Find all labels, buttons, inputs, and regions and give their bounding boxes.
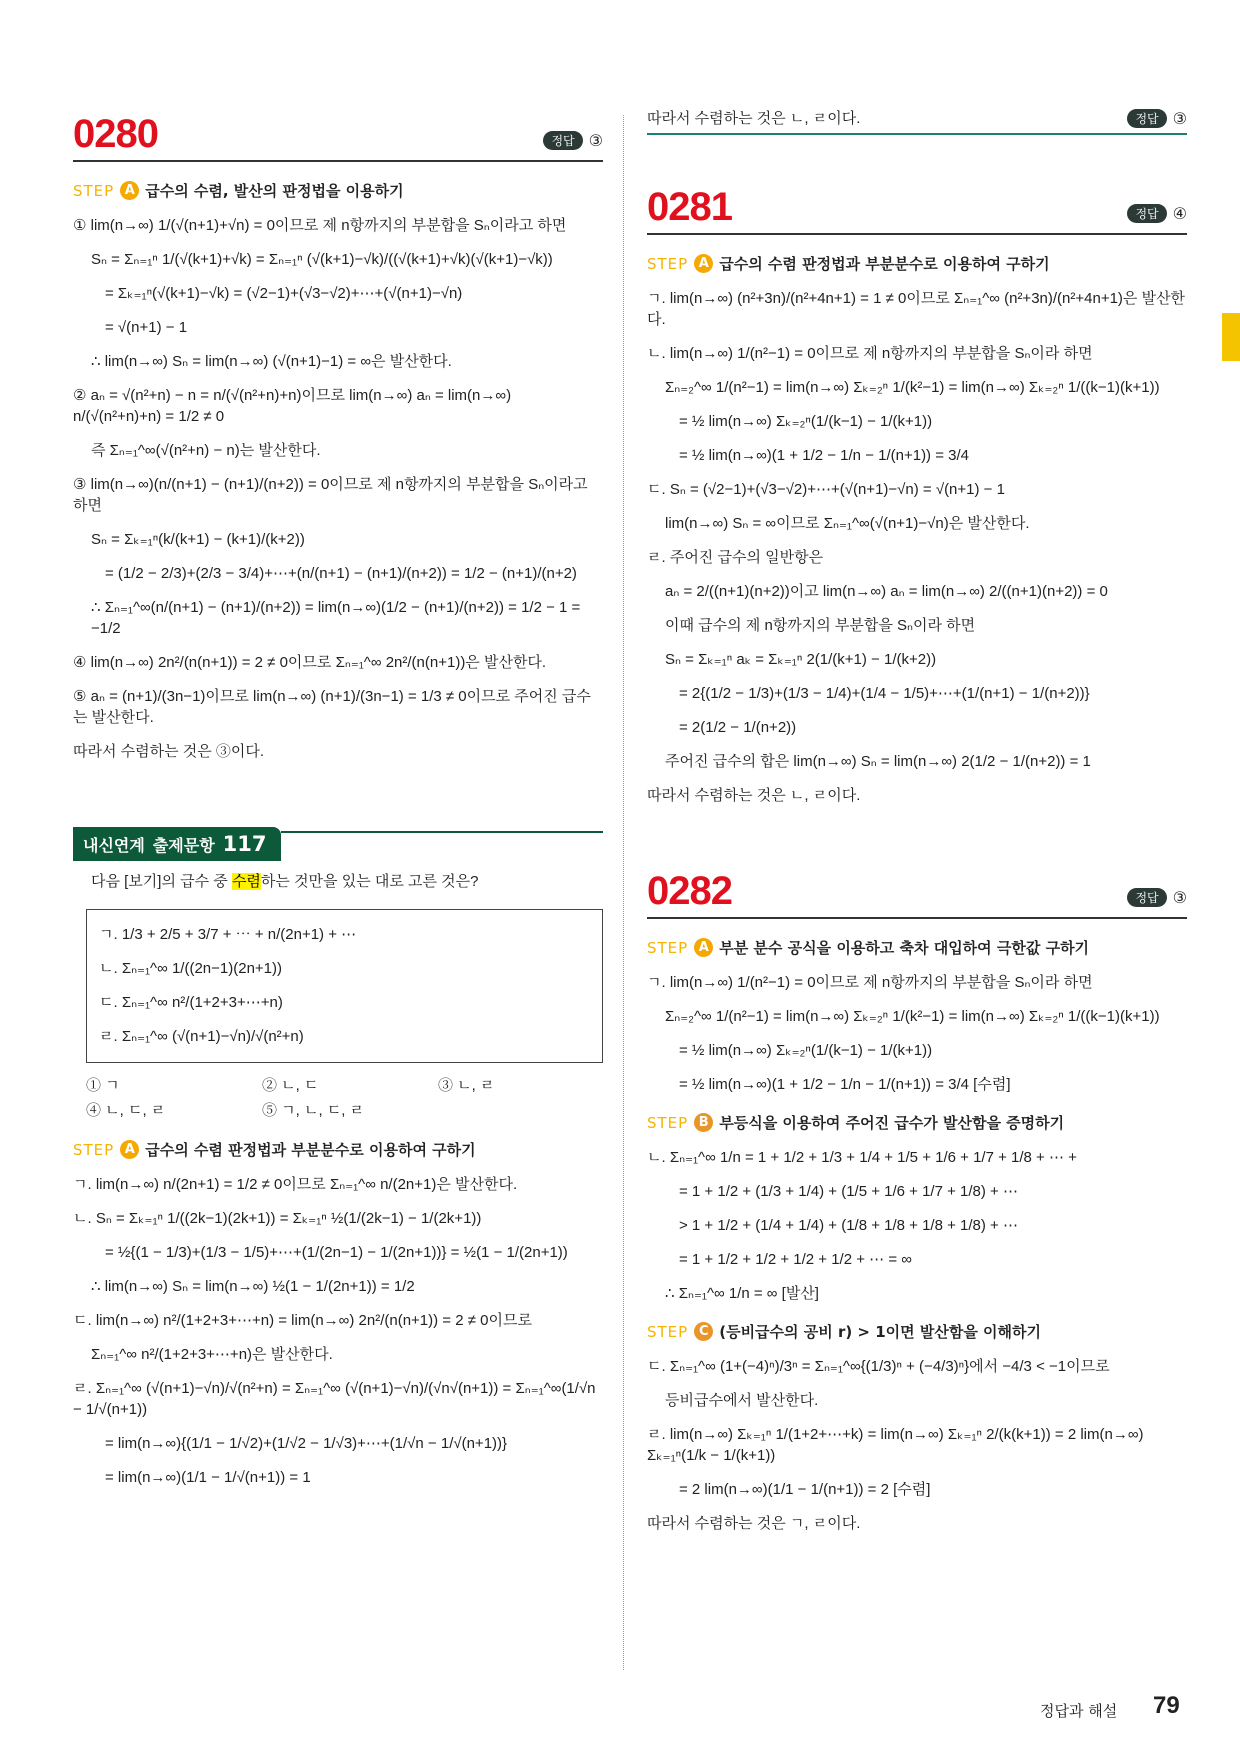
bogi-item: ㄱ. 1/3 + 2/5 + 3/7 + ⋯ + n/(2n+1) + ⋯ [99, 926, 357, 943]
solution-line: ㄹ. Σₙ₌₁^∞ (√(n+1)−√n)/√(n²+n) = Σₙ₌₁^∞ (√(n+1)−√n)/(√n√(n+1)) = Σₙ₌₁^∞(1/√n − 1/√(n+1)) [73, 1380, 596, 1418]
solution-line: ㄴ. Σₙ₌₁^∞ 1/n = 1 + 1/2 + 1/3 + 1/4 + 1/5 + 1/6 + 1/7 + 1/8 + ⋯ + [647, 1149, 1077, 1166]
step-mark-icon: A [694, 254, 713, 273]
solution-line: 따라서 수렴하는 것은 ㄴ, ㄹ이다. [647, 787, 861, 804]
solution-line: lim(n→∞) Sₙ = ∞이므로 Σₙ₌₁^∞(√(n+1)−√n)은 발산한다. [665, 515, 1030, 532]
answer-choice: ② ㄴ, ㄷ [262, 1077, 319, 1094]
naesin-label: 내신연계 [83, 835, 145, 855]
answer-value: ③ [1172, 888, 1187, 907]
solution-line: 등비급수에서 발산한다. [665, 1392, 819, 1409]
answer-0280 [543, 131, 603, 150]
solution-line: ∴ lim(n→∞) Sₙ = lim(n→∞) (√(n+1)−1) = ∞은 발산한다. [91, 353, 452, 370]
step-a-naesin [73, 1139, 603, 1160]
step-a-0280 [73, 180, 603, 201]
answer-badge: 정답 [1127, 888, 1166, 907]
answer-top [1127, 109, 1187, 128]
solution-line: ㄷ. Σₙ₌₁^∞ (1+(−4)ⁿ)/3ⁿ = Σₙ₌₁^∞{(1/3)ⁿ + (−4/3)ⁿ}에서 −4/3 < −1이므로 [647, 1358, 1110, 1375]
solution-line: = ½ lim(n→∞) Σₖ₌₂ⁿ(1/(k−1) − 1/(k+1)) [679, 413, 933, 430]
solution-line: > 1 + 1/2 + (1/4 + 1/4) + (1/8 + 1/8 + 1/8 + 1/8) + ⋯ [679, 1217, 1018, 1234]
answer-choice: ⑤ ㄱ, ㄴ, ㄷ, ㄹ [262, 1102, 365, 1119]
footer-label: 정답과 해설 [1040, 1702, 1118, 1720]
step-label: STEP [647, 1322, 689, 1341]
solution-line: = ½ lim(n→∞)(1 + 1/2 − 1/n − 1/(n+1)) = 3/4 [수렴] [679, 1076, 1011, 1093]
solution-line: = (1/2 − 2/3)+(2/3 − 3/4)+⋯+(n/(n+1) − (n+1)/(n+2)) = 1/2 − (n+1)/(n+2) [105, 565, 577, 582]
answer-badge: 정답 [1127, 204, 1166, 223]
solution-line: ① lim(n→∞) 1/(√(n+1)+√n) = 0이므로 제 n항까지의 부분합을 Sₙ이라고 하면 [73, 217, 567, 234]
solution-line: ㄱ. lim(n→∞) (n²+3n)/(n²+4n+1) = 1 ≠ 0이므로 Σₙ₌₁^∞ (n²+3n)/(n²+4n+1)은 발산한다. [647, 290, 1186, 328]
solution-line: ㄷ. Sₙ = (√2−1)+(√3−√2)+⋯+(√(n+1)−√n) = √(n+1) − 1 [647, 481, 1005, 498]
answer-badge: 정답 [1127, 109, 1166, 128]
answer-choice: ③ ㄴ, ㄹ [438, 1077, 495, 1094]
problem-header-0280 [73, 112, 603, 162]
solution-line: = 2{(1/2 − 1/3)+(1/3 − 1/4)+(1/4 − 1/5)+⋯+(1/(n+1) − 1/(n+2))} [679, 685, 1090, 702]
solution-line: ② aₙ = √(n²+n) − n = n/(√(n²+n)+n)이므로 lim(n→∞) aₙ = lim(n→∞) n/(√(n²+n)+n) = 1/2 ≠ 0 [73, 387, 512, 425]
solution-line: = 2(1/2 − 1/(n+2)) [679, 719, 797, 736]
step-mark-icon: C [694, 1322, 713, 1341]
step-label: STEP [73, 181, 115, 200]
solution-line: ∴ Σₙ₌₁^∞(n/(n+1) − (n+1)/(n+2)) = lim(n→∞)(1/2 − (n+1)/(n+2)) = 1/2 − 1 = −1/2 [91, 599, 581, 637]
solution-line: = lim(n→∞)(1/1 − 1/√(n+1)) = 1 [105, 1469, 311, 1486]
q-post: 하는 것만을 있는 대로 고른 것은? [260, 873, 479, 890]
step-title: (등비급수의 공비 r) > 1이면 발산함을 이해하기 [719, 1323, 1041, 1341]
solution-line: = ½ lim(n→∞) Σₖ₌₂ⁿ(1/(k−1) − 1/(k+1)) [679, 1042, 933, 1059]
naesin-header-row [73, 827, 603, 861]
solution-line: Sₙ = Σₖ₌₁ⁿ aₖ = Σₖ₌₁ⁿ 2(1/(k+1) − 1/(k+2)) [665, 651, 937, 668]
solution-line: 즉 Σₙ₌₁^∞(√(n²+n) − n)는 발산한다. [91, 442, 321, 459]
step-title: 급수의 수렴 판정법과 부분분수로 이용하여 구하기 [719, 255, 1050, 273]
problem-header-0282 [647, 869, 1187, 919]
solution-line: ④ lim(n→∞) 2n²/(n(n+1)) = 2 ≠ 0이므로 Σₙ₌₁^∞ 2n²/(n(n+1))은 발산한다. [73, 654, 547, 671]
solution-line: aₙ = 2/((n+1)(n+2))이고 lim(n→∞) aₙ = lim(n→∞) 2/((n+1)(n+2)) = 0 [665, 583, 1108, 600]
section-gap [647, 819, 1187, 869]
solution-line: ㄹ. 주어진 급수의 일반항은 [647, 549, 824, 566]
problem-number-0282: 0282 [647, 869, 732, 913]
solution-line: ㄱ. lim(n→∞) 1/(n²−1) = 0이므로 제 n항까지의 부분합을 Sₙ이라 하면 [647, 974, 1093, 991]
step-title: 급수의 수렴 판정법과 부분분수로 이용하여 구하기 [145, 1141, 476, 1159]
solution-line: = √(n+1) − 1 [105, 319, 188, 336]
problem-header-0281 [647, 185, 1187, 235]
answer-choices [86, 1075, 603, 1121]
answer-choice: ④ ㄴ, ㄷ, ㄹ [86, 1102, 166, 1119]
solution-line: = Σₖ₌₁ⁿ(√(k+1)−√k) = (√2−1)+(√3−√2)+⋯+(√(n+1)−√n) [105, 285, 463, 302]
answer-badge: 정답 [543, 131, 582, 150]
solution-line: = 2 lim(n→∞)(1/1 − 1/(n+1)) = 2 [수렴] [679, 1481, 931, 1498]
solution-line: = 1 + 1/2 + 1/2 + 1/2 + 1/2 + ⋯ = ∞ [679, 1251, 912, 1268]
naesin-number: 117 [222, 832, 267, 856]
solution-line: ㄹ. lim(n→∞) Σₖ₌₁ⁿ 1/(1+2+⋯+k) = lim(n→∞) Σₖ₌₁ⁿ 2/(k(k+1)) = 2 lim(n→∞) Σₖ₌₁ⁿ(1/k − 1/(k+1)) [647, 1426, 1144, 1464]
step-title: 부등식을 이용하여 주어진 급수가 발산함을 증명하기 [719, 1114, 1065, 1132]
teal-rule [647, 133, 1187, 135]
step-label: STEP [647, 1113, 689, 1132]
naesin-header [73, 827, 281, 861]
continued-row [647, 108, 1187, 129]
solution-line: 이때 급수의 제 n항까지의 부분합을 Sₙ이라 하면 [665, 617, 976, 634]
answer-value: ③ [588, 131, 603, 150]
solution-line: ③ lim(n→∞)(n/(n+1) − (n+1)/(n+2)) = 0이므로 제 n항까지의 부분합을 Sₙ이라고 하면 [73, 476, 588, 514]
step-mark-icon: A [120, 181, 139, 200]
answer-0281 [1127, 204, 1187, 223]
bogi-item: ㄷ. Σₙ₌₁^∞ n²/(1+2+3+⋯+n) [99, 994, 283, 1011]
step-c-0282 [647, 1321, 1187, 1342]
solution-line: 따라서 수렴하는 것은 ㄱ, ㄹ이다. [647, 1515, 861, 1532]
problem-number-0280: 0280 [73, 112, 158, 156]
answer-choice: ① ㄱ [86, 1077, 120, 1094]
right-column [647, 108, 1187, 1547]
solution-line: = ½{(1 − 1/3)+(1/3 − 1/5)+⋯+(1/(2n−1) − 1/(2n+1))} = ½(1 − 1/(2n+1)) [105, 1244, 568, 1261]
step-label: STEP [647, 254, 689, 273]
naesin-sub: 출제문항 [152, 835, 215, 855]
solution-line: Sₙ = Σₙ₌₁ⁿ 1/(√(k+1)+√k) = Σₙ₌₁ⁿ (√(k+1)−√k)/((√(k+1)+√k)(√(k+1)−√k)) [91, 251, 553, 268]
answer-value: ④ [1172, 204, 1187, 223]
solution-line: ⑤ aₙ = (n+1)/(3n−1)이므로 lim(n→∞) (n+1)/(3n−1) = 1/3 ≠ 0이므로 주어진 급수는 발산한다. [73, 688, 591, 726]
solution-line: ㄴ. Sₙ = Σₖ₌₁ⁿ 1/((2k−1)(2k+1)) = Σₖ₌₁ⁿ ½(1/(2k−1) − 1/(2k+1)) [73, 1210, 482, 1227]
solution-line: 주어진 급수의 합은 lim(n→∞) Sₙ = lim(n→∞) 2(1/2 − 1/(n+2)) = 1 [665, 753, 1091, 770]
solution-0280 [73, 215, 603, 775]
bogi-box [86, 909, 603, 1063]
solution-line: ㄴ. lim(n→∞) 1/(n²−1) = 0이므로 제 n항까지의 부분합을 Sₙ이라 하면 [647, 345, 1093, 362]
naesin-question [73, 871, 603, 892]
q-highlight: 수렴 [231, 873, 261, 890]
solution-line: Sₙ = Σₖ₌₁ⁿ(k/(k+1) − (k+1)/(k+2)) [91, 531, 305, 548]
q-pre: 다음 [보기]의 급수 중 [91, 873, 232, 890]
continued-conclusion: 따라서 수렴하는 것은 ㄴ, ㄹ이다. [647, 110, 861, 127]
solution-0282-b [647, 1147, 1187, 1317]
solution-line: Σₙ₌₂^∞ 1/(n²−1) = lim(n→∞) Σₖ₌₂ⁿ 1/(k²−1) = lim(n→∞) Σₖ₌₂ⁿ 1/((k−1)(k+1)) [665, 1008, 1160, 1025]
step-label: STEP [647, 938, 689, 957]
solution-line: Σₙ₌₂^∞ 1/(n²−1) = lim(n→∞) Σₖ₌₂ⁿ 1/(k²−1) = lim(n→∞) Σₖ₌₂ⁿ 1/((k−1)(k+1)) [665, 379, 1160, 396]
page-number: 79 [1153, 1692, 1180, 1719]
solution-line: Σₙ₌₁^∞ n²/(1+2+3+⋯+n)은 발산한다. [91, 1346, 333, 1363]
step-title: 급수의 수렴, 발산의 판정법을 이용하기 [145, 182, 404, 200]
step-mark-icon: A [120, 1140, 139, 1159]
bogi-item: ㄴ. Σₙ₌₁^∞ 1/((2n−1)(2n+1)) [99, 960, 283, 977]
solution-naesin [73, 1174, 603, 1501]
solution-line: 따라서 수렴하는 것은 ③이다. [73, 743, 265, 760]
column-divider [623, 115, 624, 1670]
solution-0282-a [647, 972, 1187, 1108]
solution-line: = lim(n→∞){(1/1 − 1/√2)+(1/√2 − 1/√3)+⋯+(1/√n − 1/√(n+1))} [105, 1435, 508, 1452]
left-column [73, 112, 603, 1501]
solution-line: = 1 + 1/2 + (1/3 + 1/4) + (1/5 + 1/6 + 1/7 + 1/8) + ⋯ [679, 1183, 1018, 1200]
bogi-item: ㄹ. Σₙ₌₁^∞ (√(n+1)−√n)/√(n²+n) [99, 1028, 304, 1045]
naesin-rule [281, 831, 604, 833]
solution-0281 [647, 288, 1187, 819]
step-label: STEP [73, 1140, 115, 1159]
answer-value: ③ [1172, 109, 1187, 128]
step-b-0282 [647, 1112, 1187, 1133]
problem-number-0281: 0281 [647, 185, 732, 229]
solution-line: ㄱ. lim(n→∞) n/(2n+1) = 1/2 ≠ 0이므로 Σₙ₌₁^∞ n/(2n+1)은 발산한다. [73, 1176, 518, 1193]
solution-line: = ½ lim(n→∞)(1 + 1/2 − 1/n − 1/(n+1)) = 3/4 [679, 447, 970, 464]
solution-0282-c [647, 1356, 1187, 1547]
answer-0282 [1127, 888, 1187, 907]
chapter-tab-marker [1222, 313, 1240, 361]
solution-line: ㄷ. lim(n→∞) n²/(1+2+3+⋯+n) = lim(n→∞) 2n²/(n(n+1)) = 2 ≠ 0이므로 [73, 1312, 532, 1329]
step-a-0281 [647, 253, 1187, 274]
step-a-0282 [647, 937, 1187, 958]
step-mark-icon: B [694, 1113, 713, 1132]
step-mark-icon: A [694, 938, 713, 957]
solution-line: ∴ Σₙ₌₁^∞ 1/n = ∞ [발산] [665, 1285, 819, 1302]
step-title: 부분 분수 공식을 이용하고 축차 대입하여 극한값 구하기 [719, 939, 1090, 957]
solution-line: ∴ lim(n→∞) Sₙ = lim(n→∞) ½(1 − 1/(2n+1)) = 1/2 [91, 1278, 415, 1295]
